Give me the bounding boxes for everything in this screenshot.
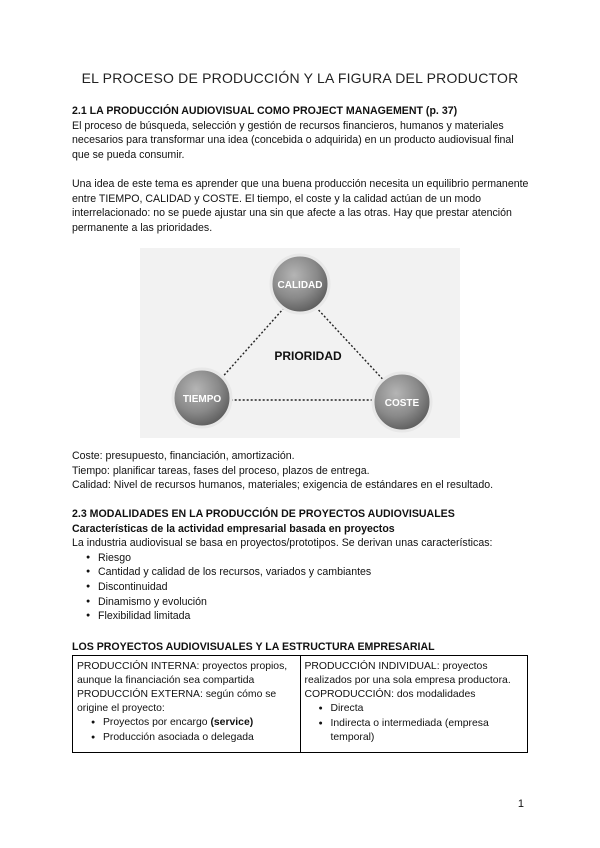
definition-calidad: Calidad: Nivel de recursos humanos, materiales; exigencia de estándares en el resultado.	[72, 479, 494, 492]
section-2-3-intro: La industria audiovisual se basa en proyectos/prototipos. Se derivan unas características:	[72, 537, 493, 550]
projects-heading-block	[72, 640, 532, 655]
list-item: ● Flexibilidad limitada	[72, 609, 532, 624]
table-cell-right	[300, 656, 528, 753]
produccion-externa-text: PRODUCCIÓN EXTERNA: según cómo se origine el proyecto:	[77, 689, 277, 714]
projects-heading: LOS PROYECTOS AUDIOVISUALES Y LA ESTRUCTURA EMPRESARIAL	[72, 641, 435, 653]
definition-coste: Coste: presupuesto, financiación, amortización.	[72, 450, 295, 462]
characteristics-list	[72, 551, 532, 624]
list-item	[77, 716, 296, 731]
list-item: ● Discontinuidad	[72, 580, 532, 595]
encargo-text: Proyectos por encargo	[103, 717, 211, 728]
calidad-label: CALIDAD	[277, 280, 323, 291]
coproduccion-text: COPRODUCCIÓN: dos modalidades	[304, 689, 476, 700]
list-item: ● Riesgo	[72, 551, 532, 566]
list-item: ● Cantidad y calidad de los recursos, variados y cambiantes	[72, 565, 532, 580]
definition-tiempo: Tiempo: planificar tareas, fases del proceso, plazos de entrega.	[72, 464, 370, 477]
section-2-3	[72, 507, 532, 624]
section-2-1	[72, 104, 532, 235]
section-2-1-paragraph-1: El proceso de búsqueda, selección y gestión de recursos financieros, humanos y materiales necesarios para transformar una idea (concebida o adquirida) en un producto audiovisual final que se pueda consumir.	[72, 119, 514, 161]
table-cell-left	[73, 656, 301, 753]
section-2-1-paragraph-2: Una idea de este tema es aprender que una buena producción necesita un equilibrio permanente entre TIEMPO, CALIDAD y COSTE. El tiempo, el coste y la calidad actúan de un modo interrelacionado: no se puede ajustar una sin que afecte a las otras. Hay que prestar atención permanente a las prioridades.	[72, 177, 529, 234]
coste-label: COSTE	[384, 398, 420, 409]
page-number: 1	[517, 798, 524, 810]
prioridad-label: PRIORIDAD	[274, 349, 342, 363]
produccion-individual-text: PRODUCCIÓN INDIVIDUAL: proyectos realizados por una sola empresa productora.	[304, 661, 511, 686]
externa-list	[77, 716, 296, 745]
coproduccion-list	[305, 702, 524, 746]
produccion-interna-text: PRODUCCIÓN INTERNA: proyectos propios, aunque la financiación sea compartida	[77, 661, 288, 686]
list-item: ● Indirecta o intermediada (empresa temporal)	[305, 717, 524, 746]
tiempo-label: TIEMPO	[182, 394, 222, 405]
section-2-3-subheading: Características de la actividad empresarial basada en proyectos	[72, 522, 395, 535]
projects-table	[72, 655, 528, 753]
section-2-1-heading: 2.1 LA PRODUCCIÓN AUDIOVISUAL COMO PROJECT MANAGEMENT (p. 37)	[72, 105, 458, 117]
list-item: ● Dinamismo y evolución	[72, 595, 532, 610]
section-2-3-heading: 2.3 MODALIDADES EN LA PRODUCCIÓN DE PROYECTOS AUDIOVISUALES	[72, 508, 455, 520]
list-item: ● Directa	[305, 702, 524, 717]
definitions-block	[72, 449, 532, 493]
priority-triangle-diagram	[140, 248, 460, 438]
document-title: EL PROCESO DE PRODUCCIÓN Y LA FIGURA DEL PRODUCTOR	[81, 70, 519, 86]
list-item: ● Producción asociada o delegada	[77, 731, 296, 746]
table-row	[73, 656, 528, 753]
service-text: (service)	[210, 717, 254, 728]
